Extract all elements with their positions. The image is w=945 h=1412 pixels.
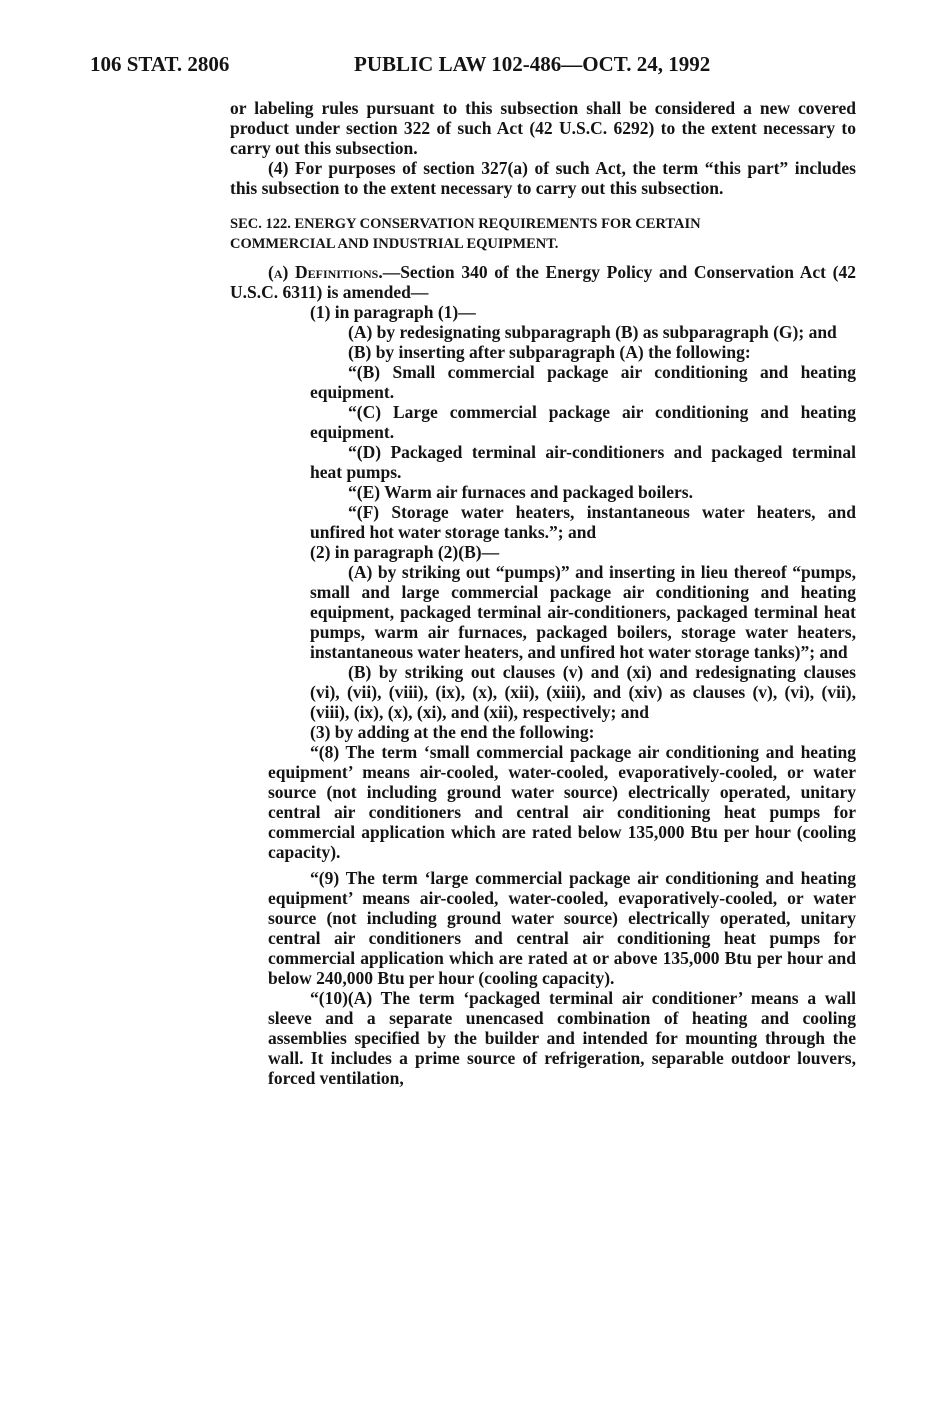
section-heading: [230, 214, 856, 254]
definition-9: “(9) The term ‘large commercial package air conditioning and heating equipment’ means air-cooled, water-cooled, evaporatively-cooled, or water source (not including ground water source) electrically operated, unitary central air conditioners and central air conditioning heat pumps for commercial application which are rated at or above 135,000 Btu per hour and below 240,000 Btu per hour (cooling capacity).: [268, 868, 856, 988]
quoted-D: “(D) Packaged terminal air-conditioners and packaged terminal heat pumps.: [310, 442, 856, 482]
paragraph-4: (4) For purposes of section 327(a) of such Act, the term “this part” includes this subsection to the extent necessary to carry out this subsection.: [230, 158, 856, 198]
definition-8: “(8) The term ‘small commercial package air conditioning and heating equipment’ means air-cooled, water-cooled, evaporatively-cooled, or water source (not including ground water source) electrically operated, unitary central air conditioners and central air conditioning heat pumps for commercial application which are rated below 135,000 Btu per hour (cooling capacity).: [268, 742, 856, 862]
section-title-line-1: SEC. 122. ENERGY CONSERVATION REQUIREMENTS FOR CERTAIN: [230, 216, 701, 232]
page-header: [90, 52, 850, 86]
section-title-line-2: COMMERCIAL AND INDUSTRIAL EQUIPMENT.: [230, 236, 559, 252]
item-2-A: (A) by striking out “pumps)” and inserting in lieu thereof “pumps, small and large commercial package air conditioning and heating equipment, packaged terminal air-conditioners, packaged terminal heat pumps, warm air furnaces, packaged boilers, storage water heaters, instantaneous water heaters, and unfired hot water storage tanks)”; and: [310, 562, 856, 662]
item-1-B: (B) by inserting after subparagraph (A) the following:: [348, 342, 751, 362]
item-1-A: (A) by redesignating subparagraph (B) as subparagraph (G); and: [348, 322, 837, 342]
item-3: (3) by adding at the end the following:: [310, 722, 595, 742]
item-2-B: (B) by striking out clauses (v) and (xi) and redesignating clauses (vi), (vii), (viii), (ix), (x), (xii), (xiii), and (xiv) as clauses (v), (vi), (vii), (viii), (ix), (x), (xi), and (xii), respectively; and: [310, 662, 856, 722]
paragraph-continued: or labeling rules pursuant to this subsection shall be considered a new covered product under section 322 of such Act (42 U.S.C. 6292) to the extent necessary to carry out this subsection.: [230, 98, 856, 158]
item-2: (2) in paragraph (2)(B)—: [310, 542, 500, 562]
law-citation: PUBLIC LAW 102-486—OCT. 24, 1992: [354, 52, 711, 76]
quoted-E: “(E) Warm air furnaces and packaged boilers.: [348, 482, 693, 502]
subsection-text: —Section 340 of the Energy Policy and Conservation Act (42 U.S.C. 6311) is amended—: [230, 262, 856, 302]
quoted-B: “(B) Small commercial package air conditioning and heating equipment.: [310, 362, 856, 402]
definition-10: “(10)(A) The term ‘packaged terminal air conditioner’ means a wall sleeve and a separate unencased combination of heating and cooling assemblies specified by the builder and intended for mounting through the wall. It includes a prime source of refrigeration, separable outdoor louvers, forced ventilation,: [268, 988, 856, 1088]
subsection-heading: (a) Definitions.: [268, 262, 383, 282]
quoted-F: “(F) Storage water heaters, instantaneous water heaters, and unfired hot water storage tanks.”; and: [310, 502, 856, 542]
quoted-C: “(C) Large commercial package air conditioning and heating equipment.: [310, 402, 856, 442]
subsection-a: [230, 262, 856, 302]
document-body: [230, 98, 856, 1088]
stat-citation: 106 STAT. 2806: [90, 52, 230, 76]
item-1: (1) in paragraph (1)—: [310, 302, 476, 322]
